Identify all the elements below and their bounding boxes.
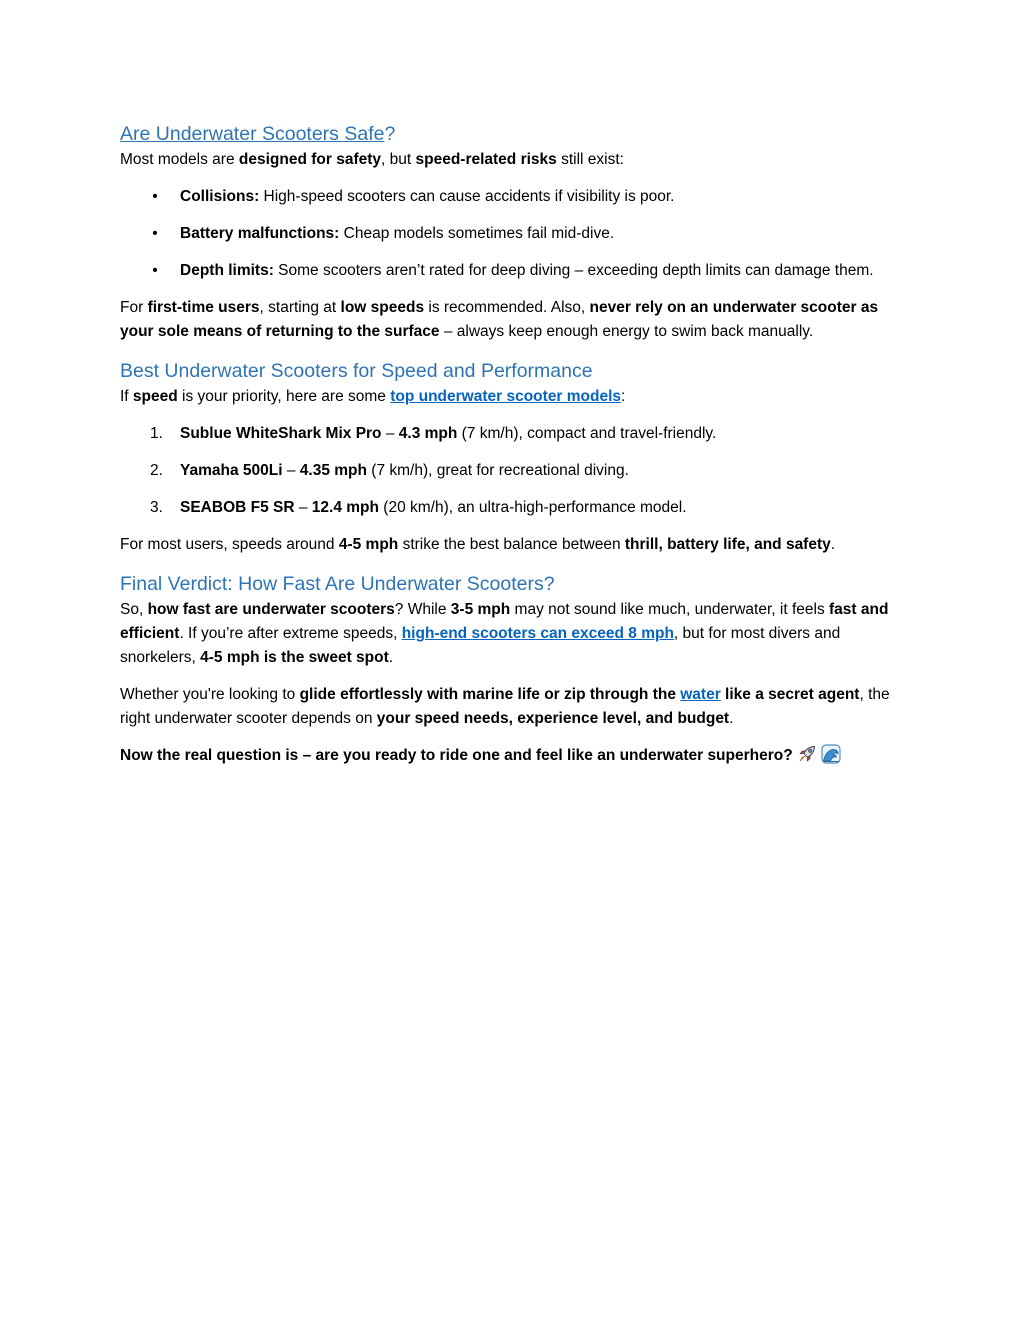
list-item (120, 422, 904, 446)
final-question-paragraph (120, 744, 904, 768)
bullet-icon: • (152, 262, 158, 279)
text-run: . (729, 710, 734, 727)
bullet-icon: • (152, 188, 158, 205)
list-number: 2. (150, 462, 163, 479)
bold-run: glide effortlessly with marine life or zip through the (299, 686, 681, 703)
model-name: Yamaha 500Li (180, 462, 283, 479)
bold-run: like a secret agent (720, 686, 860, 703)
text-run: is your priority, here are some (177, 388, 391, 405)
heading-link-are-scooters-safe[interactable]: Are Underwater Scooters Safe (120, 123, 385, 145)
wave-icon (821, 744, 841, 764)
text-run: is recommended. Also, (424, 299, 590, 316)
model-description: (7 km/h), great for recreational diving. (366, 462, 629, 479)
final-question-text: Now the real question is – are you ready to ride one and feel like an underwater superhero? (120, 747, 793, 764)
bullet-text: Some scooters aren’t rated for deep diving – exceeding depth limits can damage them. (273, 262, 874, 279)
heading-final-verdict: Final Verdict: How Fast Are Underwater Scooters? (120, 573, 555, 595)
bold-run: fast and efficient (120, 601, 889, 642)
list-item (120, 222, 904, 246)
text-run: ? While (394, 601, 451, 618)
bullet-label: Depth limits: (180, 262, 274, 279)
text-run: If (120, 388, 133, 405)
models-intro-paragraph (120, 385, 904, 409)
list-item (120, 259, 904, 283)
models-closing-paragraph (120, 533, 904, 557)
bold-run: how fast are underwater scooters (147, 601, 395, 618)
text-run: , but for most divers and snorkelers, (120, 625, 841, 666)
model-name: SEABOB F5 SR (180, 499, 295, 516)
model-name: Sublue WhiteShark Mix Pro (180, 425, 382, 442)
whether-paragraph (120, 683, 904, 731)
list-number: 3. (150, 499, 163, 516)
list-item (120, 459, 904, 483)
safety-intro-paragraph (120, 148, 904, 172)
safety-closing-paragraph (120, 296, 904, 344)
text-run: still exist: (556, 151, 624, 168)
rocket-icon (797, 744, 817, 764)
bold-run: 3-5 mph (450, 601, 511, 618)
bullet-text: Cheap models sometimes fail mid-dive. (339, 225, 615, 242)
bold-run: speed-related risks (415, 151, 557, 168)
bullet-label: Battery malfunctions: (180, 225, 340, 242)
text-run: , the right underwater scooter depends on (120, 686, 890, 727)
text-run: Most models are (120, 151, 239, 168)
models-list (120, 422, 904, 520)
bullet-label: Collisions: (180, 188, 260, 205)
top-models-link[interactable]: top underwater scooter models (390, 388, 622, 405)
list-item (120, 496, 904, 520)
text-run: strike the best balance between (398, 536, 625, 553)
text-run: . If you’re after extreme speeds, (179, 625, 402, 642)
text-run: – always keep enough energy to swim back manually. (439, 323, 814, 340)
water-link[interactable]: water (680, 686, 721, 703)
bold-run: 4-5 mph (338, 536, 399, 553)
bullet-icon: • (152, 225, 158, 242)
bold-run: 4-5 mph is the sweet spot (200, 649, 389, 666)
text-run: For (120, 299, 148, 316)
model-speed: 12.4 mph (311, 499, 379, 516)
model-description: (7 km/h), compact and travel-friendly. (457, 425, 717, 442)
bold-run: never rely on an underwater scooter as your sole means of returning to the surface (120, 299, 879, 340)
model-speed: 4.35 mph (299, 462, 367, 479)
text-run: , starting at (259, 299, 341, 316)
safety-risk-list (120, 185, 904, 283)
text-run: . (830, 536, 836, 553)
model-description: (20 km/h), an ultra-high-performance model. (379, 499, 687, 516)
text-run: , but (381, 151, 416, 168)
bold-run: speed (132, 388, 178, 405)
text-run: Whether you're looking to (120, 686, 300, 703)
list-item (120, 185, 904, 209)
bold-run: your speed needs, experience level, and budget (376, 710, 730, 727)
text-run: – (294, 499, 312, 516)
text-run: For most users, speeds around (120, 536, 339, 553)
text-run: . (388, 649, 394, 666)
text-run: may not sound like much, underwater, it feels (510, 601, 830, 618)
model-speed: 4.3 mph (398, 425, 458, 442)
list-number: 1. (150, 425, 163, 442)
heading-suffix: ? (384, 123, 396, 145)
verdict-paragraph (120, 598, 904, 670)
document-content (120, 120, 904, 768)
text-run: So, (120, 601, 148, 618)
heading-best-scooters: Best Underwater Scooters for Speed and Performance (120, 360, 593, 382)
bold-run: low speeds (340, 299, 425, 316)
high-end-scooters-link[interactable]: high-end scooters can exceed 8 mph (401, 625, 674, 642)
bold-run: first-time users (147, 299, 260, 316)
heading-are-scooters-safe (120, 120, 904, 148)
bold-run: designed for safety (238, 151, 382, 168)
text-run: – (381, 425, 399, 442)
text-run: – (282, 462, 300, 479)
bullet-text: High-speed scooters can cause accidents if visibility is poor. (259, 188, 675, 205)
text-run: : (621, 388, 626, 405)
bold-run: thrill, battery life, and safety (624, 536, 831, 553)
